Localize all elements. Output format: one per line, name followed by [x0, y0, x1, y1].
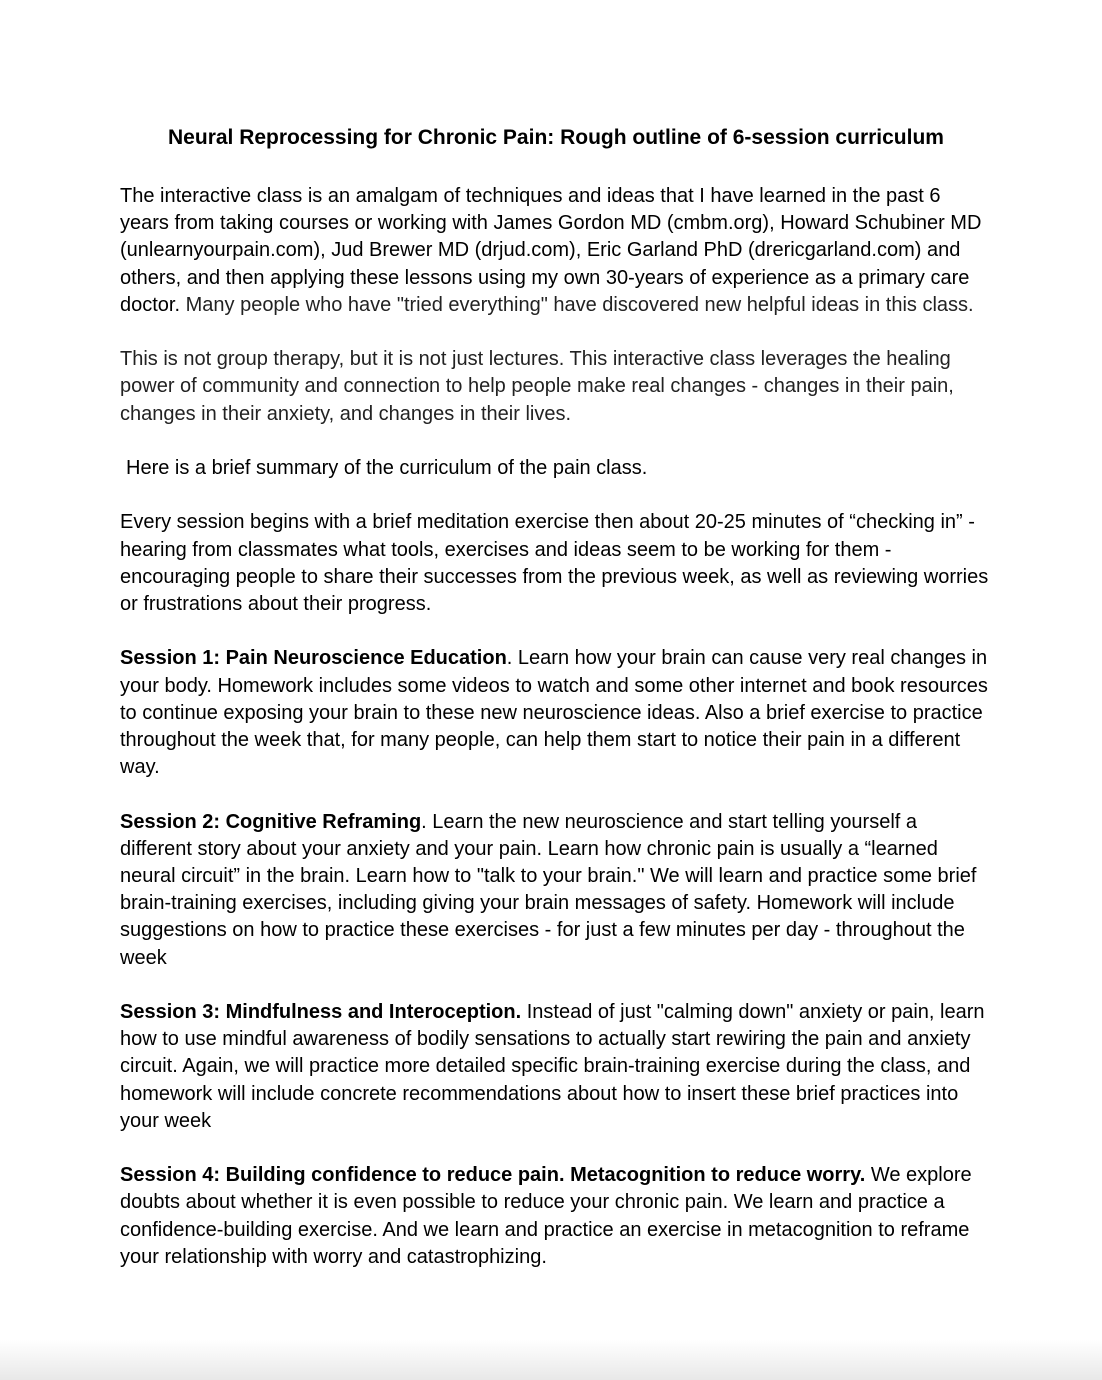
document-body [120, 183, 992, 1298]
session-2-heading: Session 2: Cognitive Reframing [120, 810, 422, 833]
session-2-paragraph [120, 809, 992, 972]
session-3-heading: Session 3: Mindfulness and Interoception. [120, 1001, 522, 1023]
intro-text: The interactive class is an amalgam of techniques and ideas that I have learned in the past 6 years from taking courses or working with James Gordon MD (cmbm.org), Howard Schubiner MD (unlearnyourpain.com), Jud Brewer MD (drjud.com), Eric Garland PhD (drericgarland.com) and others, and then applying these lessons using my own 30-years of experience as a primary care doctor. [120, 185, 982, 316]
session-1-heading: Session 1: Pain Neuroscience Education [120, 647, 507, 670]
session-3-paragraph [120, 999, 992, 1135]
session-1-body: . Learn how your brain can cause very real changes in your body. Homework includes some videos to watch and some other internet and book resources to continue exposing your brain to these new neuroscience ideas. Also a brief exercise to practice throughout the week that, for many people, can help them start to notice their pain in a different way. [120, 647, 988, 779]
page-bottom-shadow [0, 1340, 1102, 1380]
session-4-paragraph [120, 1162, 992, 1271]
session-3-body: Instead of just "calming down" anxiety or pain, learn how to use mindful awareness of bodily sensations to actually start rewiring the pain and anxiety circuit. Again, we will practice more detailed specific brain-training exercise during the class, and homework will include concrete recommendations about how to insert these brief practices into your week [120, 1001, 985, 1132]
session-2-body: . Learn the new neuroscience and start telling yourself a different story about your anxiety and your pain. Learn how chronic pain is usually a “learned neural circuit” in the brain. Learn how to "talk to your brain." We will learn and practice some brief brain-training exercises, including giving your brain messages of safety. Homework will include suggestions on how to practice these exercises - for just a few minutes per day - throughout the week [120, 810, 977, 969]
document-title: Neural Reprocessing for Chronic Pain: Rough outline of 6-session curriculum [168, 126, 944, 149]
intro-paragraph [120, 183, 992, 319]
session-1-paragraph [120, 645, 992, 781]
every-session-paragraph: Every session begins with a brief meditation exercise then about 20-25 minutes of “checking in” - hearing from classmates what tools, exercises and ideas seem to be working for them - encouraging people to share their successes from the previous week, as well as reviewing worries or frustrations about their progress. [120, 511, 989, 615]
session-4-body: We explore doubts about whether it is even possible to reduce your chronic pain. We learn and practice a confidence-building exercise. And we learn and practice an exercise in metacognition to reframe your relationship with worry and catastrophizing. [120, 1164, 972, 1268]
group-therapy-paragraph: This is not group therapy, but it is not just lectures. This interactive class leverages the healing power of community and connection to help people make real changes - changes in their pain, changes in their anxiety, and changes in their lives. [120, 348, 954, 425]
intro-text-continued: Many people who have "tried everything" have discovered new helpful ideas in this class. [180, 293, 974, 316]
session-4-heading: Session 4: Building confidence to reduce pain. Metacognition to reduce worry. [120, 1164, 866, 1187]
summary-intro-paragraph: Here is a brief summary of the curriculum of the pain class. [126, 457, 648, 479]
